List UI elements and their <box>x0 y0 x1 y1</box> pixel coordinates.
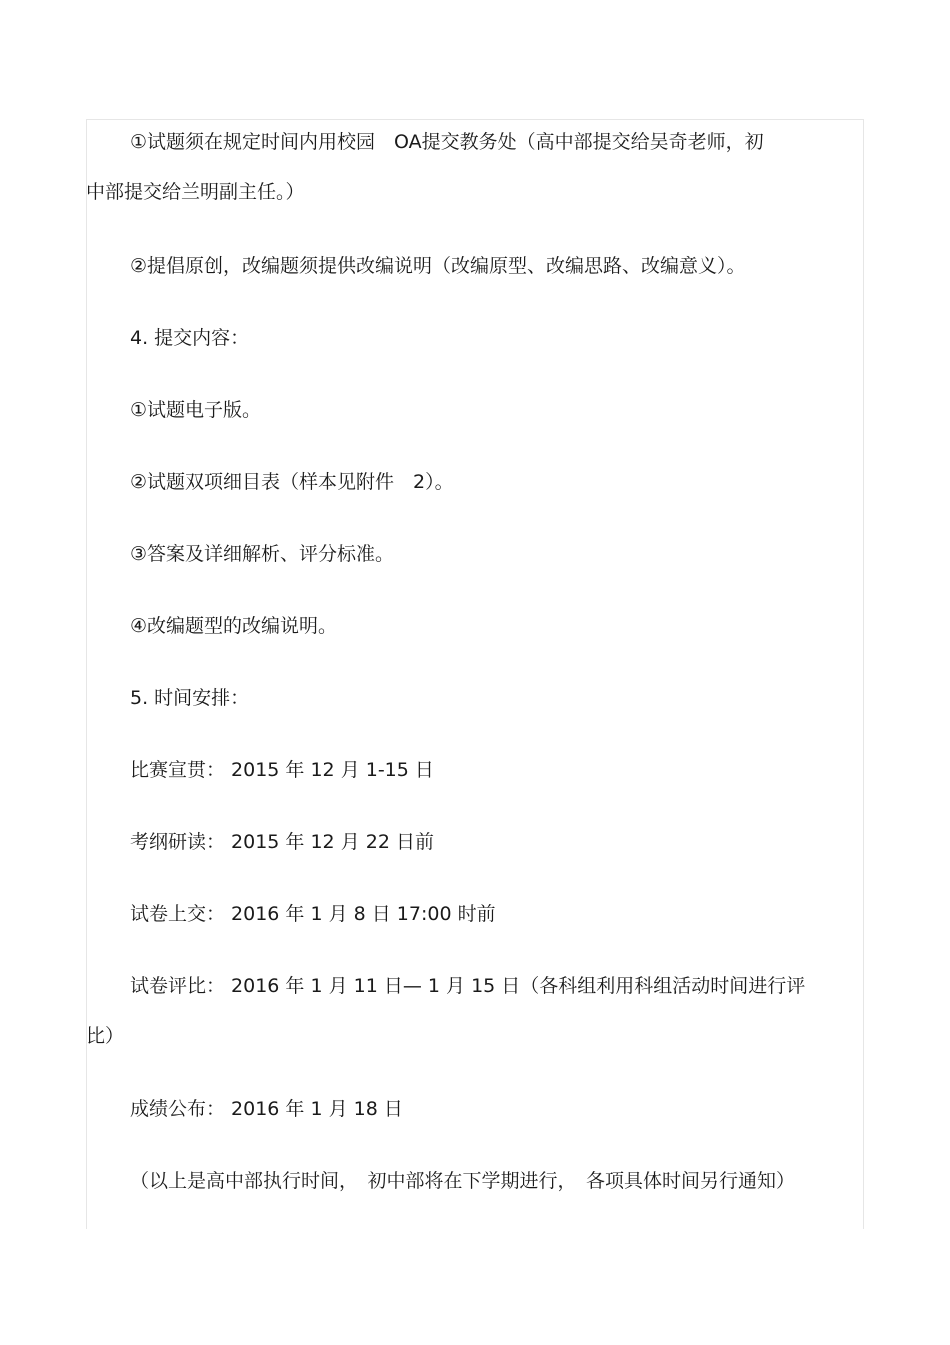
schedule-item: 成绩公布： 2016 年 1 月 18 日 <box>130 1098 403 1120</box>
text-line: 试卷评比： 2016 年 1 月 11 日— 1 月 15 日（各科组利用科组活动时间进行评 <box>130 975 806 997</box>
text-line: ①试题须在规定时间内用校园 OA提交教务处（高中部提交给吴奇老师，初 <box>130 131 764 153</box>
list-item: ②试题双项细目表（样本见附件 2）。 <box>130 471 454 493</box>
schedule-item: 考纲研读： 2015 年 12 月 22 日前 <box>130 831 434 853</box>
text-line: 中部提交给兰明副主任。） <box>86 181 305 203</box>
paragraph-submission-method <box>86 119 846 216</box>
schedule-item: 比赛宣贯： 2015 年 12 月 1-15 日 <box>130 759 434 781</box>
schedule-item: 试卷上交： 2016 年 1 月 8 日 17:00 时前 <box>130 903 496 925</box>
list-item: ③答案及详细解析、评分标准。 <box>130 543 395 565</box>
list-item: ④改编题型的改编说明。 <box>130 615 338 637</box>
heading-schedule: 5. 时间安排： <box>130 687 250 709</box>
heading-submission-content: 4. 提交内容： <box>130 327 250 349</box>
schedule-item-evaluation <box>86 963 846 1060</box>
list-item: ①试题电子版。 <box>130 399 262 421</box>
note-paragraph: （以上是高中部执行时间， 初中部将在下学期进行， 各项具体时间另行通知） <box>130 1170 796 1192</box>
text-line: 比） <box>86 1025 125 1047</box>
paragraph-originality: ②提倡原创，改编题须提供改编说明（改编原型、改编思路、改编意义）。 <box>130 255 746 277</box>
